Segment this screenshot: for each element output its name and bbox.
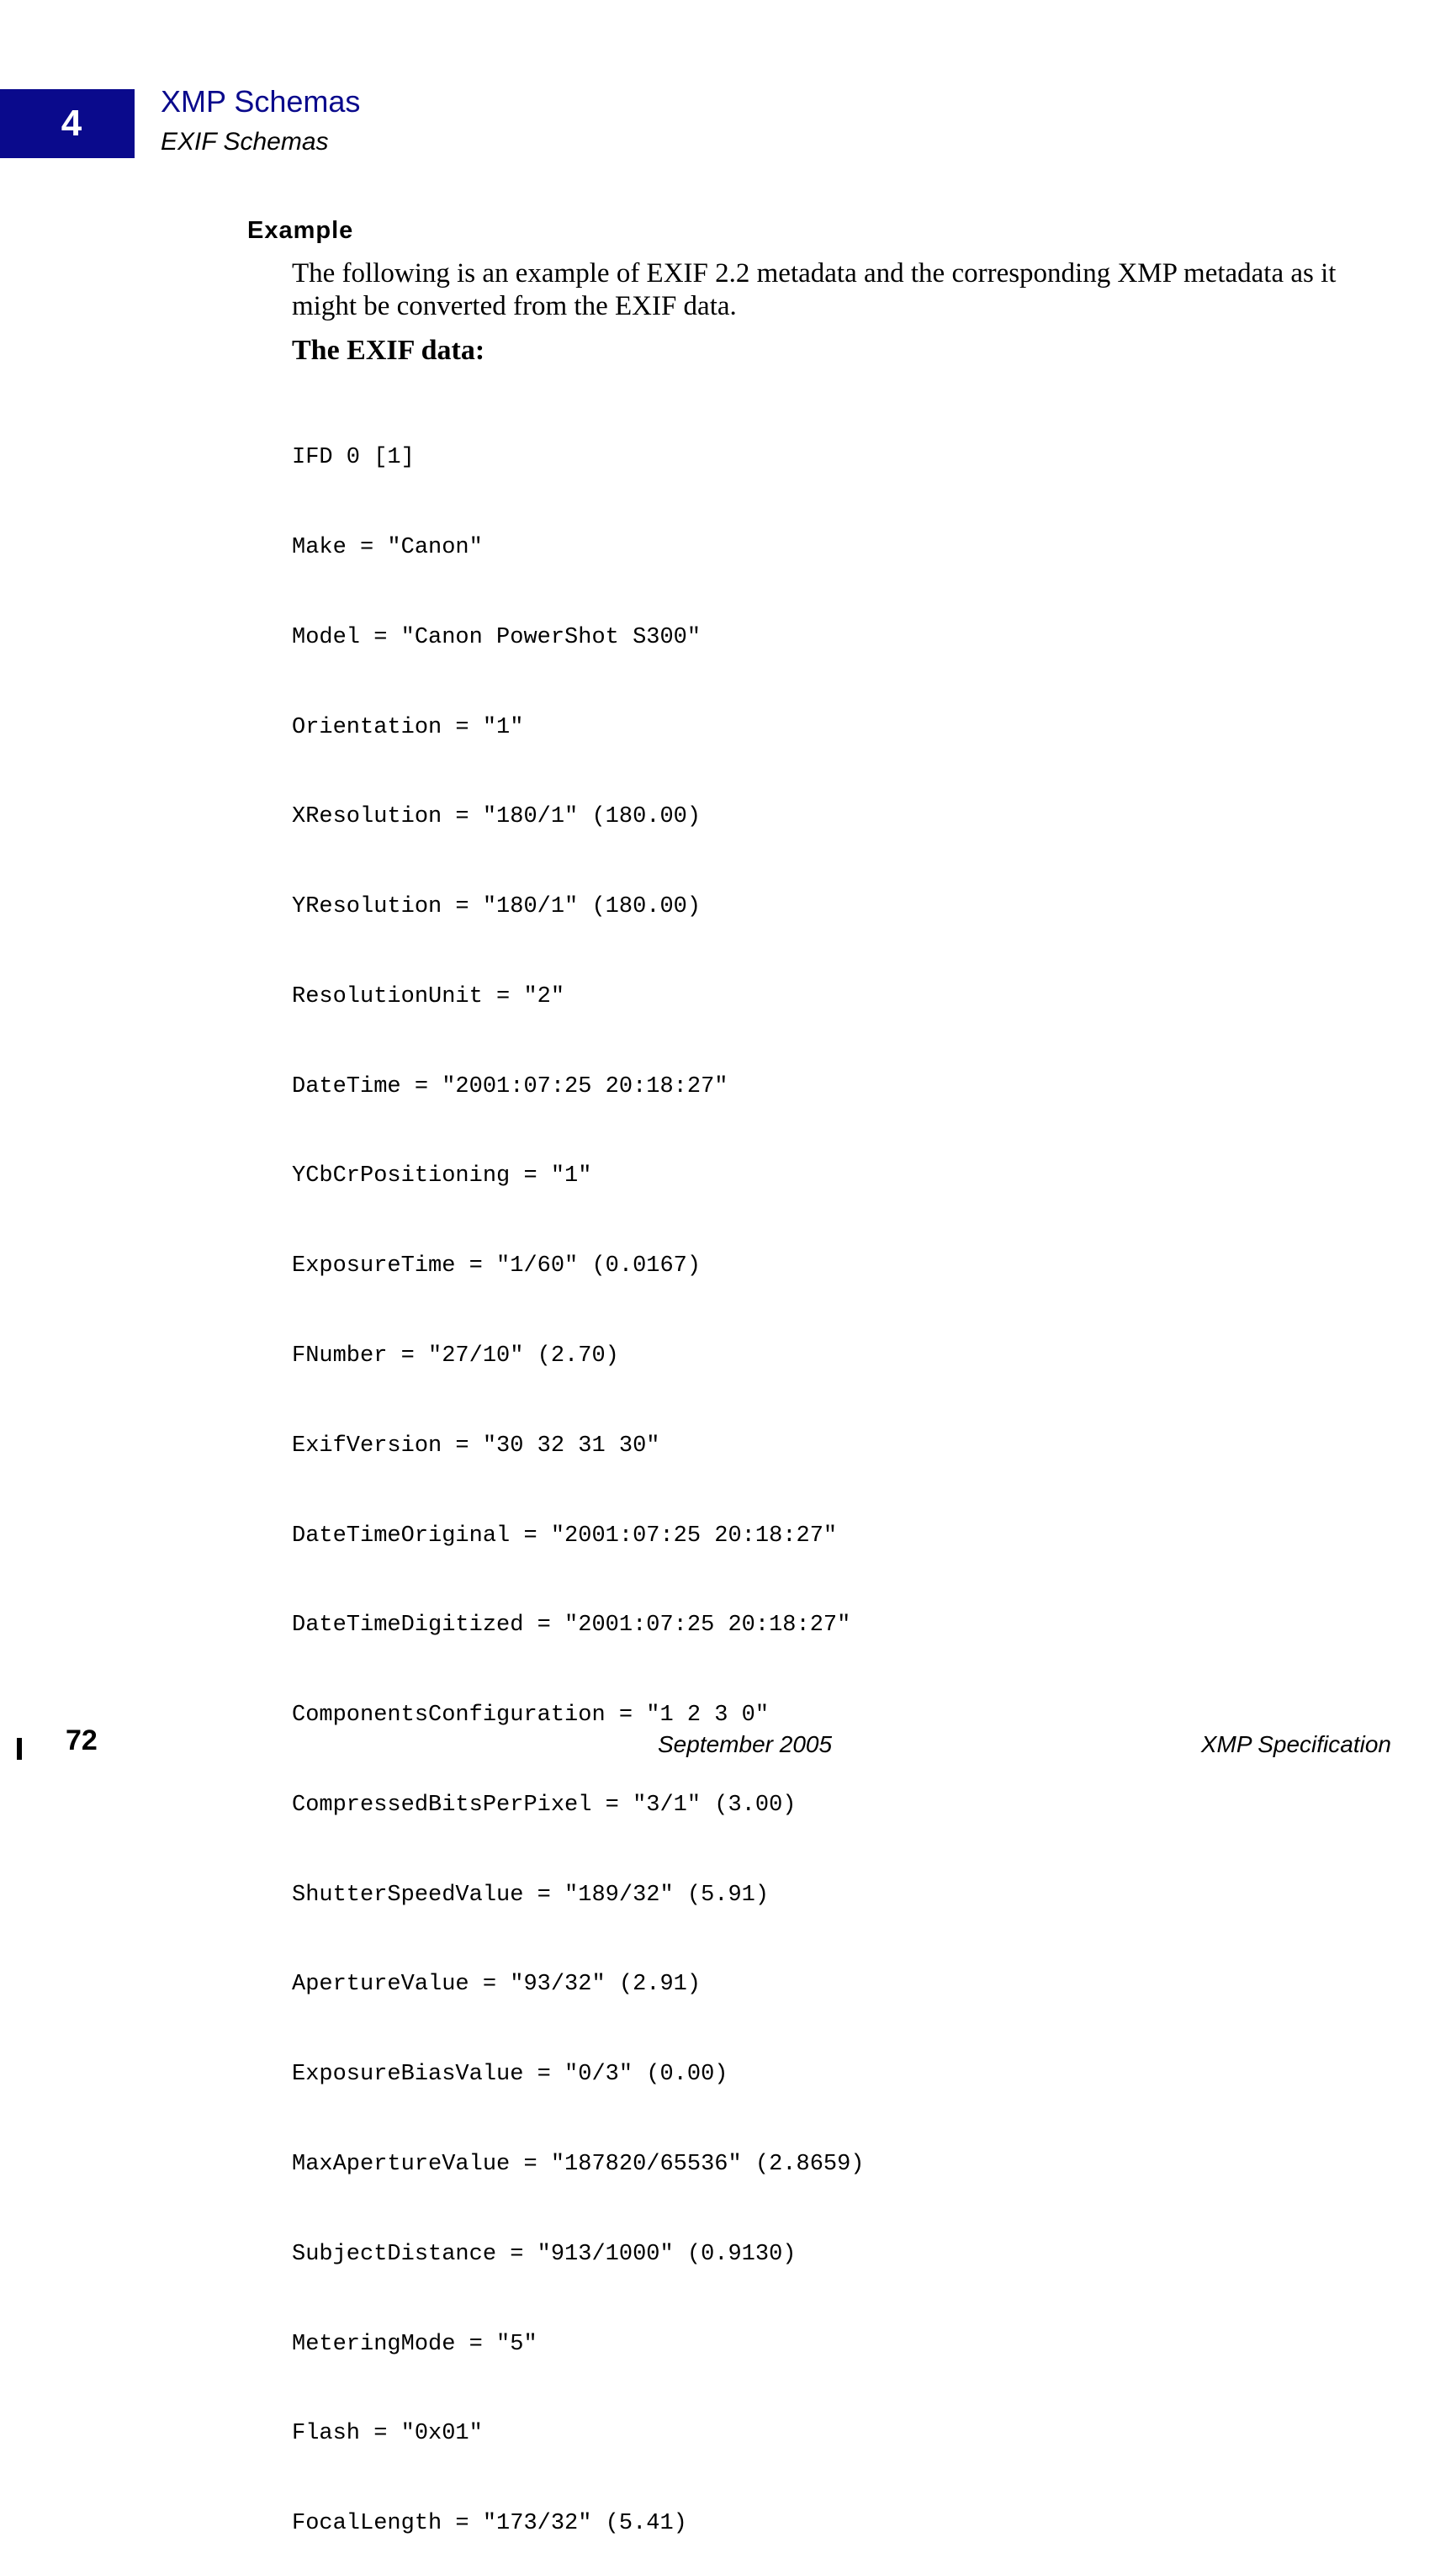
chapter-tab: [0, 89, 135, 158]
code-line: Orientation = "1": [292, 714, 524, 740]
code-line: MaxApertureValue = "187820/65536" (2.8659): [292, 2152, 865, 2178]
exif-data-subheading: The EXIF data:: [292, 335, 485, 366]
code-line: YResolution = "180/1" (180.00): [292, 894, 702, 920]
code-line: ExposureTime = "1/60" (0.0167): [292, 1253, 702, 1279]
code-line: ShutterSpeedValue = "189/32" (5.91): [292, 1882, 770, 1908]
code-line: FocalLength = "173/32" (5.41): [292, 2511, 687, 2537]
code-line: DateTimeOriginal = "2001:07:25 20:18:27": [292, 1523, 838, 1549]
code-line: DateTimeDigitized = "2001:07:25 20:18:27": [292, 1613, 851, 1639]
code-line: DateTime = "2001:07:25 20:18:27": [292, 1073, 728, 1099]
section-heading: Example: [247, 217, 354, 244]
code-line: IFD 0 [1]: [292, 445, 415, 471]
header-title: XMP Schemas: [161, 84, 361, 119]
code-line: ExposureBiasValue = "0/3" (0.00): [292, 2062, 728, 2088]
exif-code-block: [292, 384, 865, 2569]
change-bar: [17, 1738, 22, 1760]
intro-paragraph: The following is an example of EXIF 2.2 metadata and the corresponding XMP metadata as it might be converted from the EXIF data.: [292, 258, 1337, 321]
page-number: 72: [66, 1724, 98, 1756]
chapter-number: 4: [61, 103, 82, 144]
code-line: ResolutionUnit = "2": [292, 983, 565, 1009]
header-subtitle: EXIF Schemas: [161, 128, 329, 156]
code-line: SubjectDistance = "913/1000" (0.9130): [292, 2241, 797, 2267]
code-line: Flash = "0x01": [292, 2421, 483, 2447]
footer-date: September 2005: [658, 1731, 833, 1757]
code-line: FNumber = "27/10" (2.70): [292, 1343, 619, 1369]
code-line: XResolution = "180/1" (180.00): [292, 804, 702, 830]
code-line: CompressedBitsPerPixel = "3/1" (3.00): [292, 1792, 797, 1818]
code-line: Make = "Canon": [292, 534, 483, 560]
code-line: Model = "Canon PowerShot S300": [292, 624, 702, 650]
code-line: MeteringMode = "5": [292, 2331, 537, 2357]
code-line: ExifVersion = "30 32 31 30": [292, 1433, 660, 1459]
code-line: YCbCrPositioning = "1": [292, 1163, 592, 1189]
code-line: ComponentsConfiguration = "1 2 3 0": [292, 1703, 770, 1729]
footer-document-title: XMP Specification: [1200, 1731, 1391, 1757]
code-line: ApertureValue = "93/32" (2.91): [292, 1972, 702, 1998]
